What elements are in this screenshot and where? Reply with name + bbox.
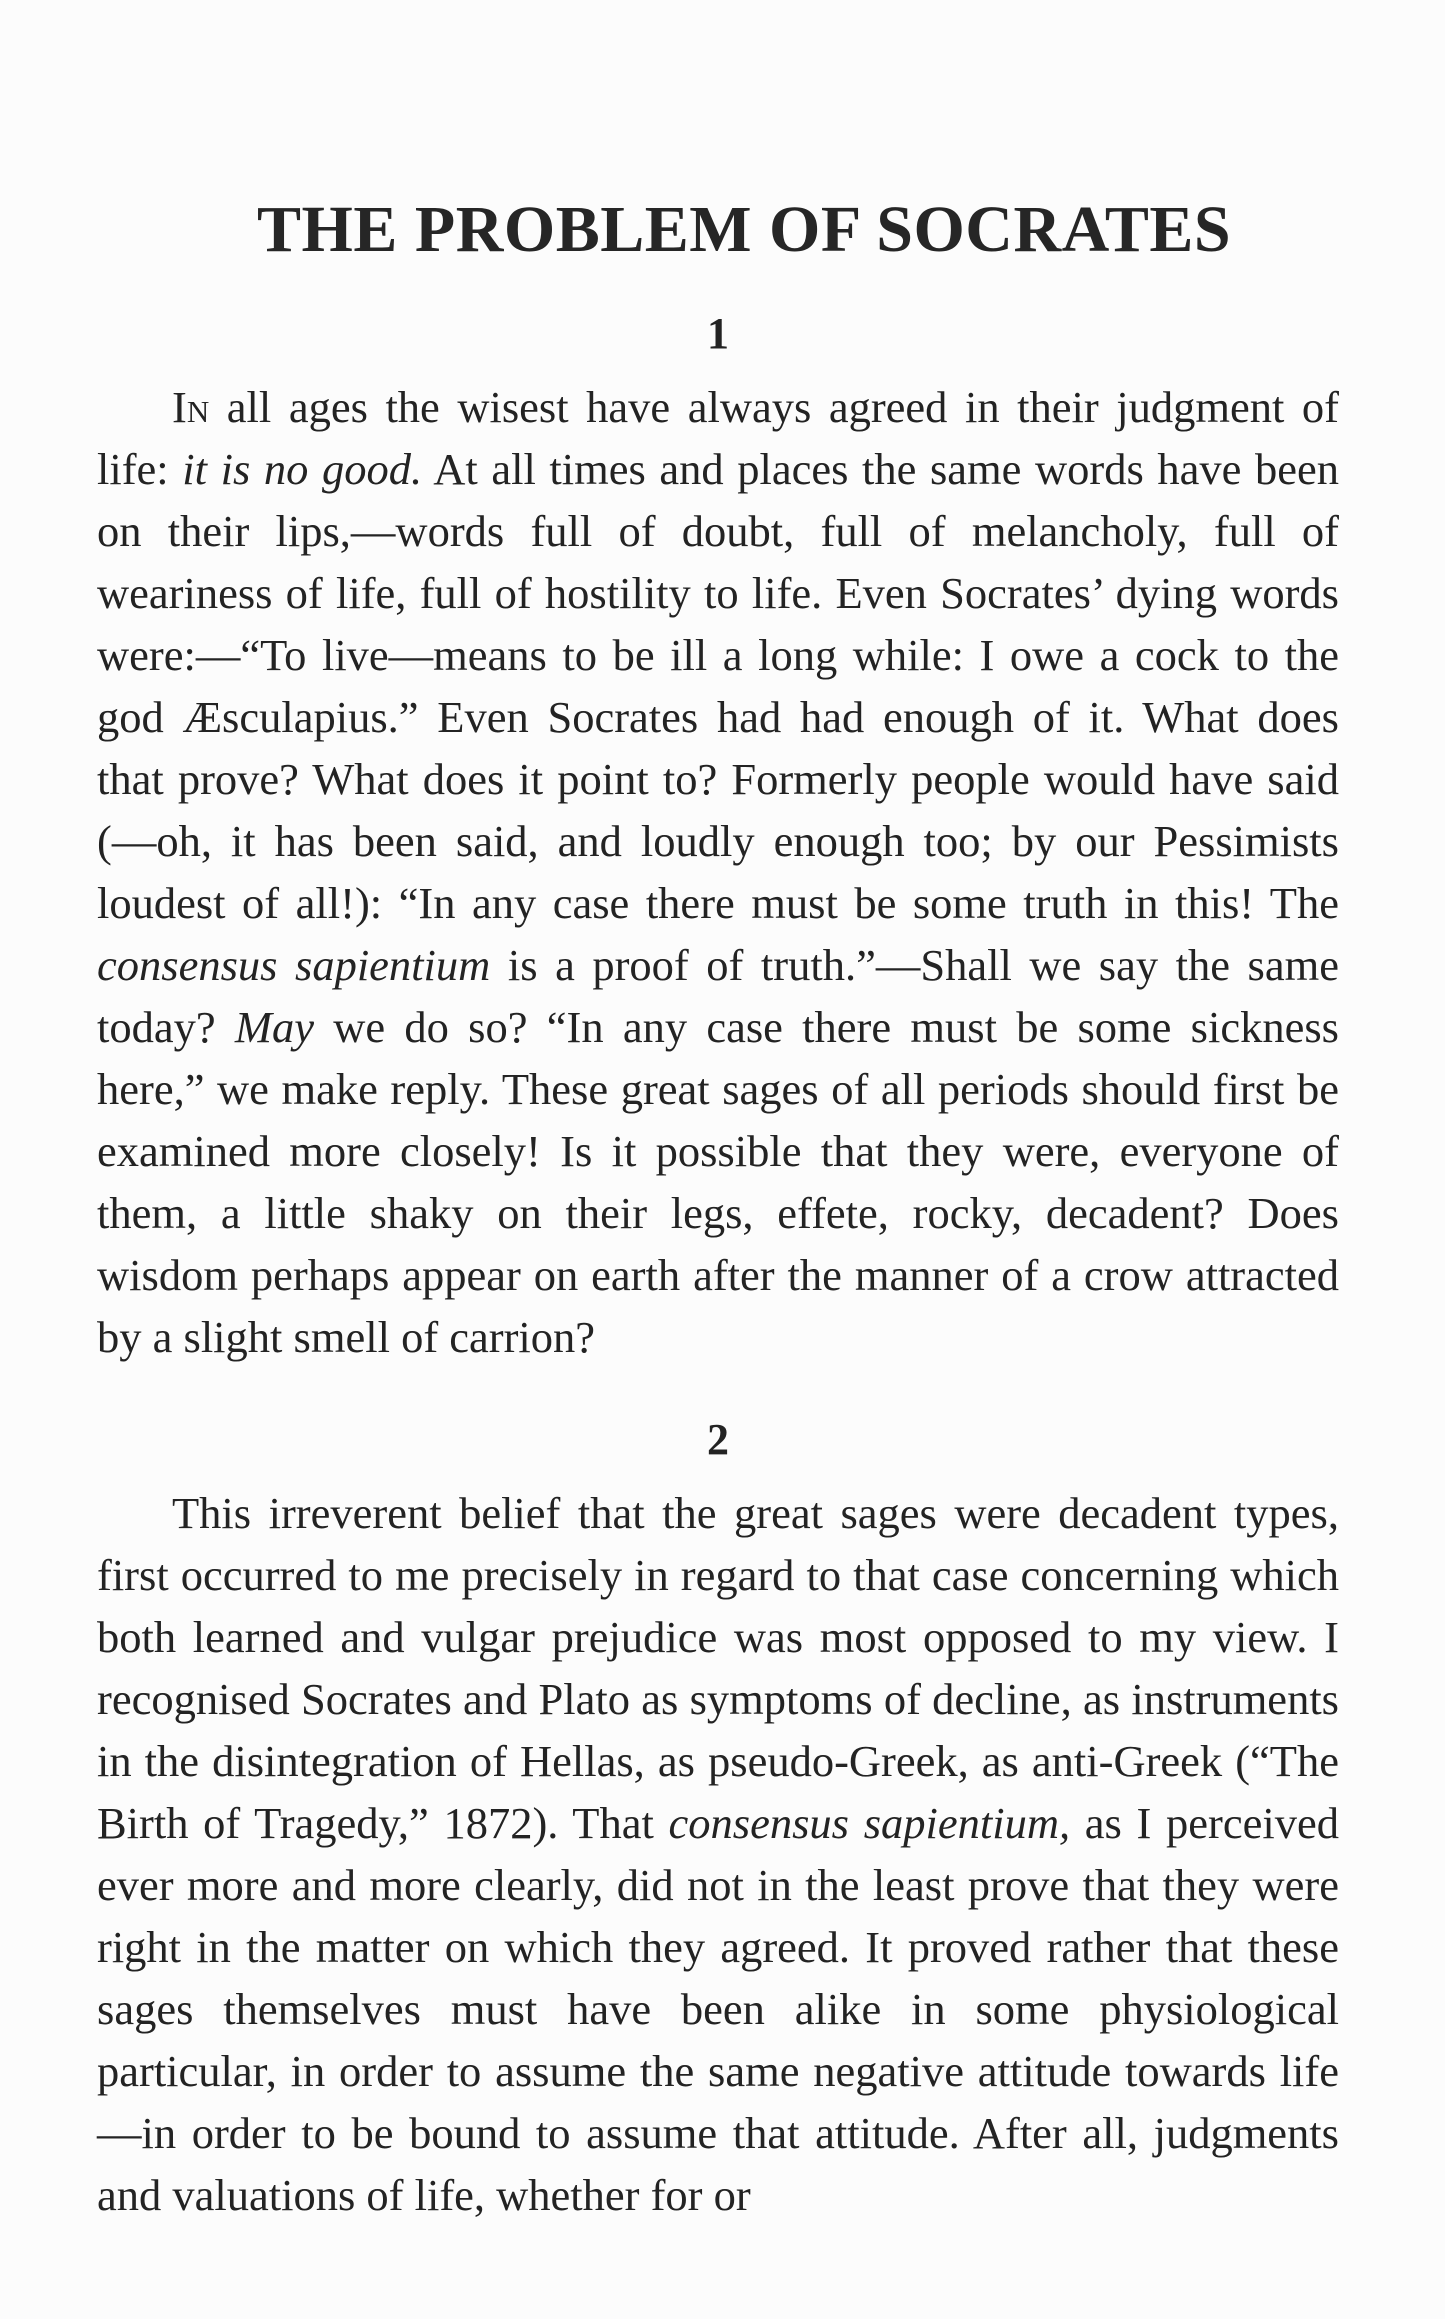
- emphasis: consensus sapientium: [97, 940, 491, 990]
- text-segment: as I perceived ever more and more clearly, did not in the least prove that they were right in the matter on which they agreed. It proved rather that these sages themselves must have been alike in some physiological particular, in order to assume the same negative attitude towards life—in order to be bound to assume that attitude. After all, judgments and valuations of life, whether for or: [97, 1798, 1339, 2220]
- text-segment: This irreverent belief that the great sages were decadent types, first occurred to me precisely in regard to that case concerning which both learned and vulgar prejudice was most opposed to my view. I recognised Socrates and Plato as symptoms of decline, as instruments in the disintegration of Hellas, as pseudo-Greek, as anti-Greek (“The Birth of Tragedy,” 1872). That: [97, 1488, 1339, 1848]
- emphasis: it is no good.: [182, 444, 423, 494]
- emphasis: May: [234, 1002, 314, 1052]
- chapter-title: THE PROBLEM OF SOCRATES: [257, 193, 1232, 266]
- emphasis: consensus sapientium,: [668, 1798, 1071, 1848]
- chapter-body: [97, 190, 1339, 2226]
- text-segment: all ages the wisest have always agreed in their judgment of life:: [97, 382, 1339, 494]
- section-number-1: 1: [707, 309, 729, 358]
- section-2-paragraph: [97, 1482, 1339, 2226]
- section-number-2: 2: [707, 1415, 729, 1464]
- lead-word: In: [172, 382, 210, 432]
- text-segment: At all times and places the same words have been on their lips,—words full of doubt, full of melancholy, full of weariness of life, full of hostility to life. Even Socrates’ dying words were:—“To live—means to be ill a long while: I owe a cock to the god Æsculapius.” Even Socrates had had enough of it. What does that prove? What does it point to? Formerly people would have said (—oh, it has been said, and loudly enough too; by our Pessimists loudest of all!): “In any case there must be some truth in this! The: [97, 444, 1339, 928]
- text-segment: we do so? “In any case there must be some sickness here,” we make reply. These great sages of all periods should first be examined more closely! Is it possible that they were, everyone of them, a little shaky on their legs, effete, rocky, decadent? Does wisdom perhaps appear on earth after the manner of a crow attracted by a slight smell of carrion?: [97, 1002, 1339, 1362]
- section-1-paragraph: [97, 376, 1339, 1368]
- text-segment: is a proof of truth.”—Shall we say the same today?: [97, 940, 1339, 1052]
